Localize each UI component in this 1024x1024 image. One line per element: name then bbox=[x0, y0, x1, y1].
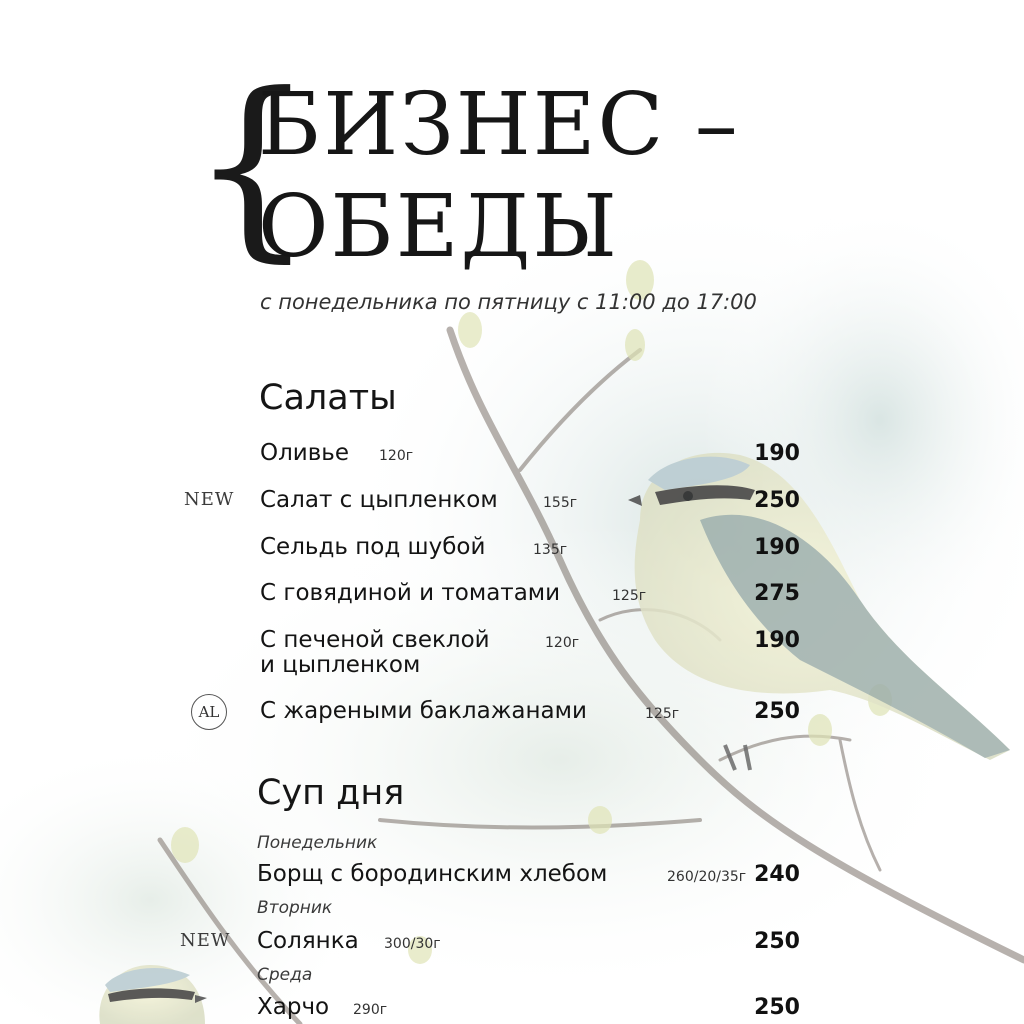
title-brace: { bbox=[190, 52, 315, 280]
item-name-line-2: и цыпленком bbox=[260, 652, 421, 678]
page-title-line-1: БИЗНЕС – bbox=[258, 75, 740, 175]
section-heading-salads: Салаты bbox=[259, 378, 397, 418]
day-label: Вторник bbox=[257, 898, 333, 918]
item-price: 250 bbox=[754, 929, 800, 954]
new-badge: NEW bbox=[180, 930, 231, 951]
new-badge: NEW bbox=[184, 489, 235, 510]
item-price: 250 bbox=[754, 488, 800, 513]
item-weight: 120г bbox=[545, 635, 580, 651]
item-name: С жареными баклажанами bbox=[260, 698, 587, 724]
item-weight: 290г bbox=[353, 1002, 388, 1018]
item-weight: 155г bbox=[543, 495, 578, 511]
section-heading-soups: Суп дня bbox=[257, 773, 405, 813]
item-price: 190 bbox=[754, 628, 800, 653]
item-weight: 125г bbox=[612, 588, 647, 604]
item-price: 190 bbox=[754, 441, 800, 466]
item-name: Сельдь под шубой bbox=[260, 534, 486, 560]
item-name-line-1: С печеной свеклой bbox=[260, 627, 490, 653]
item-weight: 260/20/35г bbox=[667, 869, 747, 885]
item-weight: 125г bbox=[645, 706, 680, 722]
item-price: 275 bbox=[754, 581, 800, 606]
item-name: Салат с цыпленком bbox=[260, 487, 498, 513]
item-price: 250 bbox=[754, 699, 800, 724]
item-name: Солянка bbox=[257, 928, 359, 954]
item-weight: 120г bbox=[379, 448, 414, 464]
day-label: Среда bbox=[257, 965, 313, 985]
item-name: Борщ с бородинским хлебом bbox=[257, 861, 608, 887]
item-weight: 300/30г bbox=[384, 936, 441, 952]
schedule-subtitle: с понедельника по пятницу с 11:00 до 17:00 bbox=[260, 290, 757, 314]
day-label: Понедельник bbox=[257, 833, 378, 853]
page-title-line-2: ОБЕДЫ bbox=[258, 177, 620, 277]
item-name: С говядиной и томатами bbox=[260, 580, 561, 606]
al-badge: AL bbox=[191, 694, 227, 730]
item-weight: 135г bbox=[533, 542, 568, 558]
item-name: Харчо bbox=[257, 994, 330, 1020]
item-price: 250 bbox=[754, 995, 800, 1020]
item-name: Оливье bbox=[260, 440, 350, 466]
item-price: 240 bbox=[754, 862, 800, 887]
item-price: 190 bbox=[754, 535, 800, 560]
